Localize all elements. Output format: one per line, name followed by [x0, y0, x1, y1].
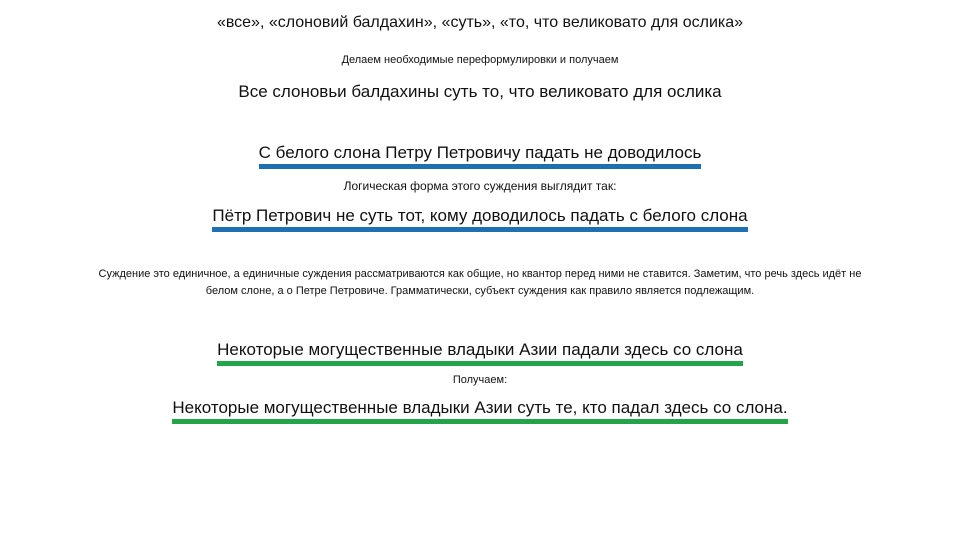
explanation-line-1: Суждение это единичное, а единичные суждения рассматриваются как общие, но квантор перед ними не ставится. Заметим, что речь здесь идёт не	[98, 268, 862, 280]
example-2-statement: Некоторые могущественные владыки Азии падали здесь со слона	[217, 340, 743, 366]
reformulation-note: Делаем необходимые переформулировки и получаем	[341, 54, 619, 66]
example-2-logical-form: Некоторые могущественные владыки Азии суть те, кто падал здесь со слона.	[172, 398, 787, 424]
terms-list-line: «все», «слоновий балдахин», «суть», «то, что великовато для ослика»	[216, 14, 744, 31]
example-1-statement: С белого слона Петру Петровичу падать не доводилось	[259, 143, 702, 169]
example-2-logical-form-row	[0, 398, 960, 424]
example-1-logical-form: Пётр Петрович не суть тот, кому доводилось падать с белого слона	[212, 206, 747, 232]
example-2-statement-row	[0, 340, 960, 366]
example-1-statement-row	[0, 143, 960, 169]
logical-form-note: Логическая форма этого суждения выглядит так:	[343, 179, 617, 193]
reformulated-statement: Все слоновьи балдахины суть то, что великовато для ослика	[238, 82, 722, 101]
explanation-line-2: белом слоне, а о Петре Петровиче. Грамматически, субъект суждения как правило является подлежащим.	[205, 285, 755, 297]
result-note: Получаем:	[452, 374, 508, 386]
example-1-logical-form-row	[0, 206, 960, 232]
explanation-paragraph	[8, 266, 952, 300]
